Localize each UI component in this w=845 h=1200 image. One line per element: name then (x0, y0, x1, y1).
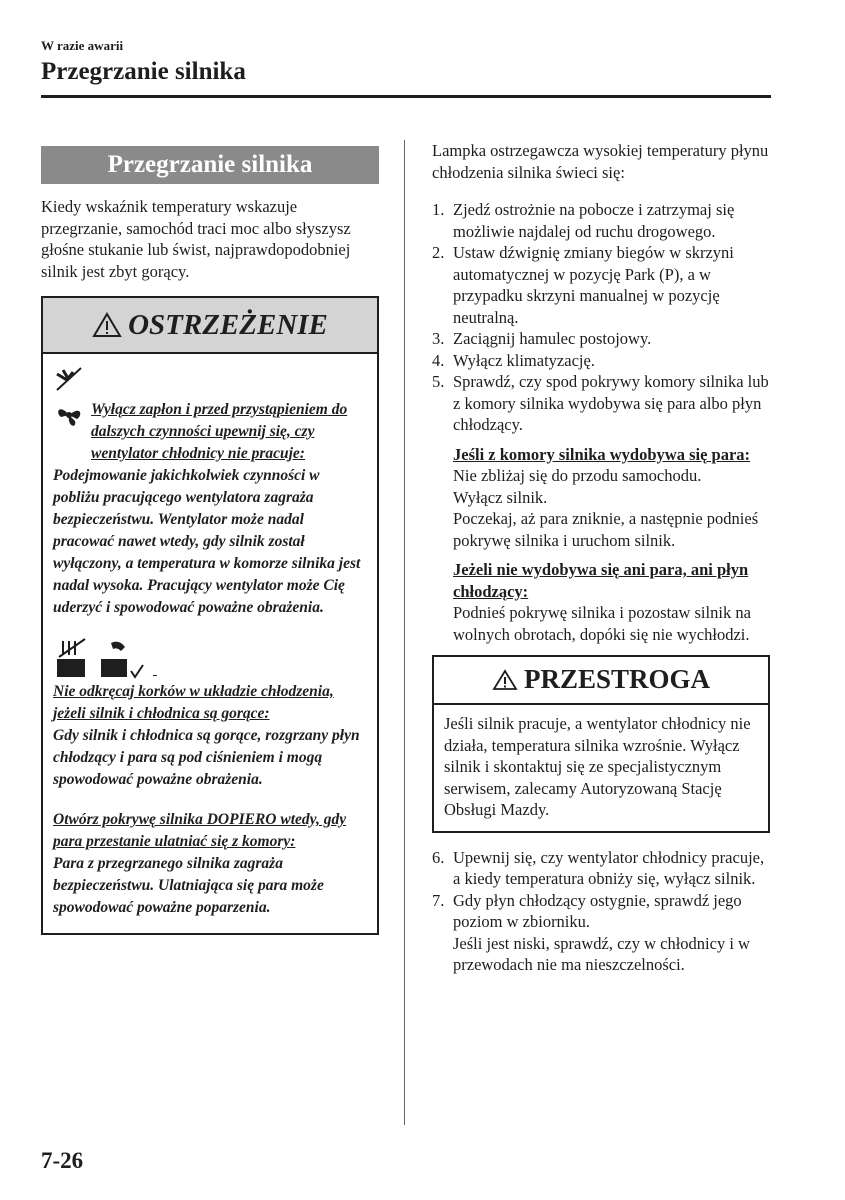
warning-item-fan-text: Podejmowanie jakichkolwiek czynności w pobliżu pracującego wentylatora zagraża bezpieczeństwu. Wentylator może nadal pracować nawet wtedy, gdy silnik został wyłączony, a temperatura w komorze silnika jest nadal wysoka. Pracujący wentylator może Cię uderzyć i spowodować poważne obrażenia. (53, 467, 361, 616)
no-open-hot-radiator-icon (53, 637, 91, 681)
warning-header (43, 298, 377, 354)
steam-line: Poczekaj, aż para zniknie, a następnie podnieś pokrywę silnika i uruchom silnik. (453, 509, 759, 550)
list-item: 3. Zaciągnij hamulec postojowy. (432, 329, 652, 348)
fan-icon (53, 399, 85, 431)
left-column (41, 146, 379, 935)
no-fan-icon (53, 366, 85, 392)
open-cool-radiator-icon (97, 637, 147, 681)
steps-list (432, 199, 770, 436)
step7-extra: Jeśli jest niski, sprawdź, czy w chłodnicy i w przewodach nie ma nieszczelności. (453, 933, 750, 974)
steam-heading: Jeśli z komory silnika wydobywa się para: (453, 444, 751, 464)
right-intro: Lampka ostrzegawcza wysokiej temperatury płynu chłodzenia silnika świeci się: (432, 141, 769, 182)
intro-paragraph: Kiedy wskaźnik temperatury wskazuje przegrzanie, samochód traci moc albo słyszysz głośne stukanie lub świst, najprawdopodobniej silnik jest zbyt gorący. (41, 197, 351, 281)
caution-box (432, 655, 770, 833)
header-rule (41, 95, 771, 98)
warning-item-fan-heading: Wyłącz zapłon i przed przystąpieniem do dalszych czynności upewnij się, czy wentylator chłodnicy nie pracuje: (91, 401, 348, 462)
steam-line: Wyłącz silnik. (453, 487, 548, 507)
warning-item-caps-heading: Nie odkręcaj korków w układzie chłodzenia, jeżeli silnik i chłodnica są gorące: (53, 683, 334, 722)
right-column (432, 140, 770, 976)
warning-item-caps (53, 637, 367, 791)
section-label: W razie awarii (41, 38, 124, 53)
no-steam-heading: Jeżeli nie wydobywa się ani para, ani płyn chłodzący: (453, 560, 749, 601)
list-item: 5. Sprawdź, czy spod pokrywy komory silnika lub z komory silnika wydobywa się para albo płyn chłodzący. (432, 372, 769, 434)
warning-item-caps-heading-first (153, 659, 157, 681)
list-item: 4. Wyłącz klimatyzację. (432, 350, 595, 370)
list-item: 7. Gdy płyn chłodzący ostygnie, sprawdź jego poziom w zbiorniku. (432, 890, 742, 931)
caution-title: PRZESTROGA (523, 664, 711, 695)
warning-item-hood (53, 809, 367, 919)
warning-item-hood-text: Para z przegrzanego silnika zagraża bezpieczeństwu. Ulatniająca się para może spowodować poważne poparzenia. (53, 855, 324, 916)
warning-title: OSTRZEŻENIE (128, 308, 328, 341)
radiator-icons (53, 637, 367, 681)
steam-line: Nie zbliżaj się do przodu samochodu. (453, 466, 702, 485)
warning-body (43, 354, 377, 933)
page-title: Przegrzanie silnika (41, 58, 246, 85)
list-item: 2. Ustaw dźwignię zmiany biegów w skrzyni automatycznej w pozycję Park (P), a w przypadku skrzyni manualnej w pozycję neutralną. (432, 243, 734, 327)
warning-item-caps-text: Gdy silnik i chłodnica są gorące, rozgrzany płyn chłodzący i para są pod ciśnieniem i mogą spowodować poważne obrażenia. (53, 727, 360, 788)
no-steam-text: Podnieś pokrywę silnika i pozostaw silnik na wolnych obrotach, dopóki się nie wychłodzi. (453, 603, 751, 644)
list-item: 1. Zjedź ostrożnie na pobocze i zatrzymaj się możliwie najdalej od ruchu drogowego. (432, 200, 735, 241)
steam-subsection (453, 444, 770, 552)
page-number: 7-26 (41, 1148, 84, 1173)
warning-box (41, 296, 379, 935)
caution-text: Jeśli silnik pracuje, a wentylator chłodnicy nie działa, temperatura silnika wzrośnie. Wyłącz silnik i skontaktuj się ze specjalistycznym serwisem, zalecamy Autoryzowaną Stację Obsługi Mazdy. (444, 714, 751, 819)
list-item: 6. Upewnij się, czy wentylator chłodnicy pracuje, a kiedy temperatura obniży się, wyłącz silnik. (432, 847, 765, 888)
warning-item-hood-heading: Otwórz pokrywę silnika DOPIERO wtedy, gdy para przestanie ulatniać się z komory: (53, 811, 347, 850)
warning-triangle-icon (92, 312, 122, 338)
no-steam-subsection (453, 559, 770, 645)
column-divider (404, 140, 405, 1125)
caution-header (434, 657, 768, 705)
warning-item-fan (53, 366, 367, 619)
section-banner: Przegrzanie silnika (41, 146, 379, 184)
warning-triangle-icon (492, 669, 518, 691)
steps-list-continued (432, 847, 770, 933)
